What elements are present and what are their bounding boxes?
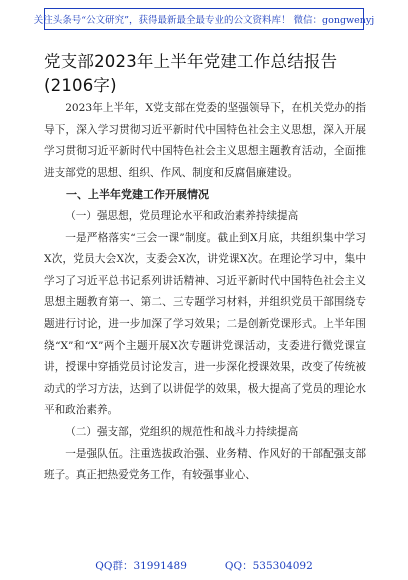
qq-contact-text: QQ：535304092: [224, 560, 313, 572]
qq-group-text: QQ群：31991489: [95, 560, 187, 572]
section-heading: 一、上半年党建工作开展情况: [66, 188, 209, 202]
body-paragraph: 一是强队伍。注重选拔政治强、业务精、作风好的干部配强支部班子。真正把热爱党务工作，有较强事业心、: [44, 447, 366, 482]
body-paragraph: 一是严格落实“三会一课”制度。截止到X月底，共组织集中学习X次，党员大会X次，支委会X次，讲党课X次。在理论学习中，集中学习了习近平总书记系列讲话精神、习近平新时代中国特色社会主义思想主题教育第一、第二、三专题学习材料，并组织党员干部围绕专题进行讨论，进一步加深了学习效果；二是创新党课形式。上半年围绕“X”和“X”两个主题开展X次专题讲党课活动，支委进行微党课宣讲，授课中穿插党员讨论发言，进一步深化授课效果，改变了传统被动式的学习方法，达到了以讲促学的效果，极大提高了党员的理论水平和政治素养。: [44, 231, 366, 417]
document-body: [44, 98, 366, 487]
contact-footer: [0, 558, 408, 573]
intro-paragraph: 2023年上半年，X党支部在党委的坚强领导下，在机关党办的指导下，深入学习贯彻习近平新时代中国特色社会主义思想，深入开展学习贯彻习近平新时代中国特色社会主义思想主题教育活动，全面推进支部党的思想、组织、作风、制度和反腐倡廉建设。: [44, 102, 366, 179]
document-title: 党支部2023年上半年党建工作总结报告(2106字): [44, 52, 338, 95]
promo-banner: [33, 8, 375, 30]
promo-banner-text: 关注头条号“公文研究”，获得最新最全最专业的公文资料库！ 微信：gongwenyj: [33, 15, 375, 26]
subsection-heading: （一）强思想，党员理论水平和政治素养持续提高: [65, 209, 299, 222]
subsection-heading: （二）强支部，党组织的规范性和战斗力持续提高: [65, 425, 299, 438]
